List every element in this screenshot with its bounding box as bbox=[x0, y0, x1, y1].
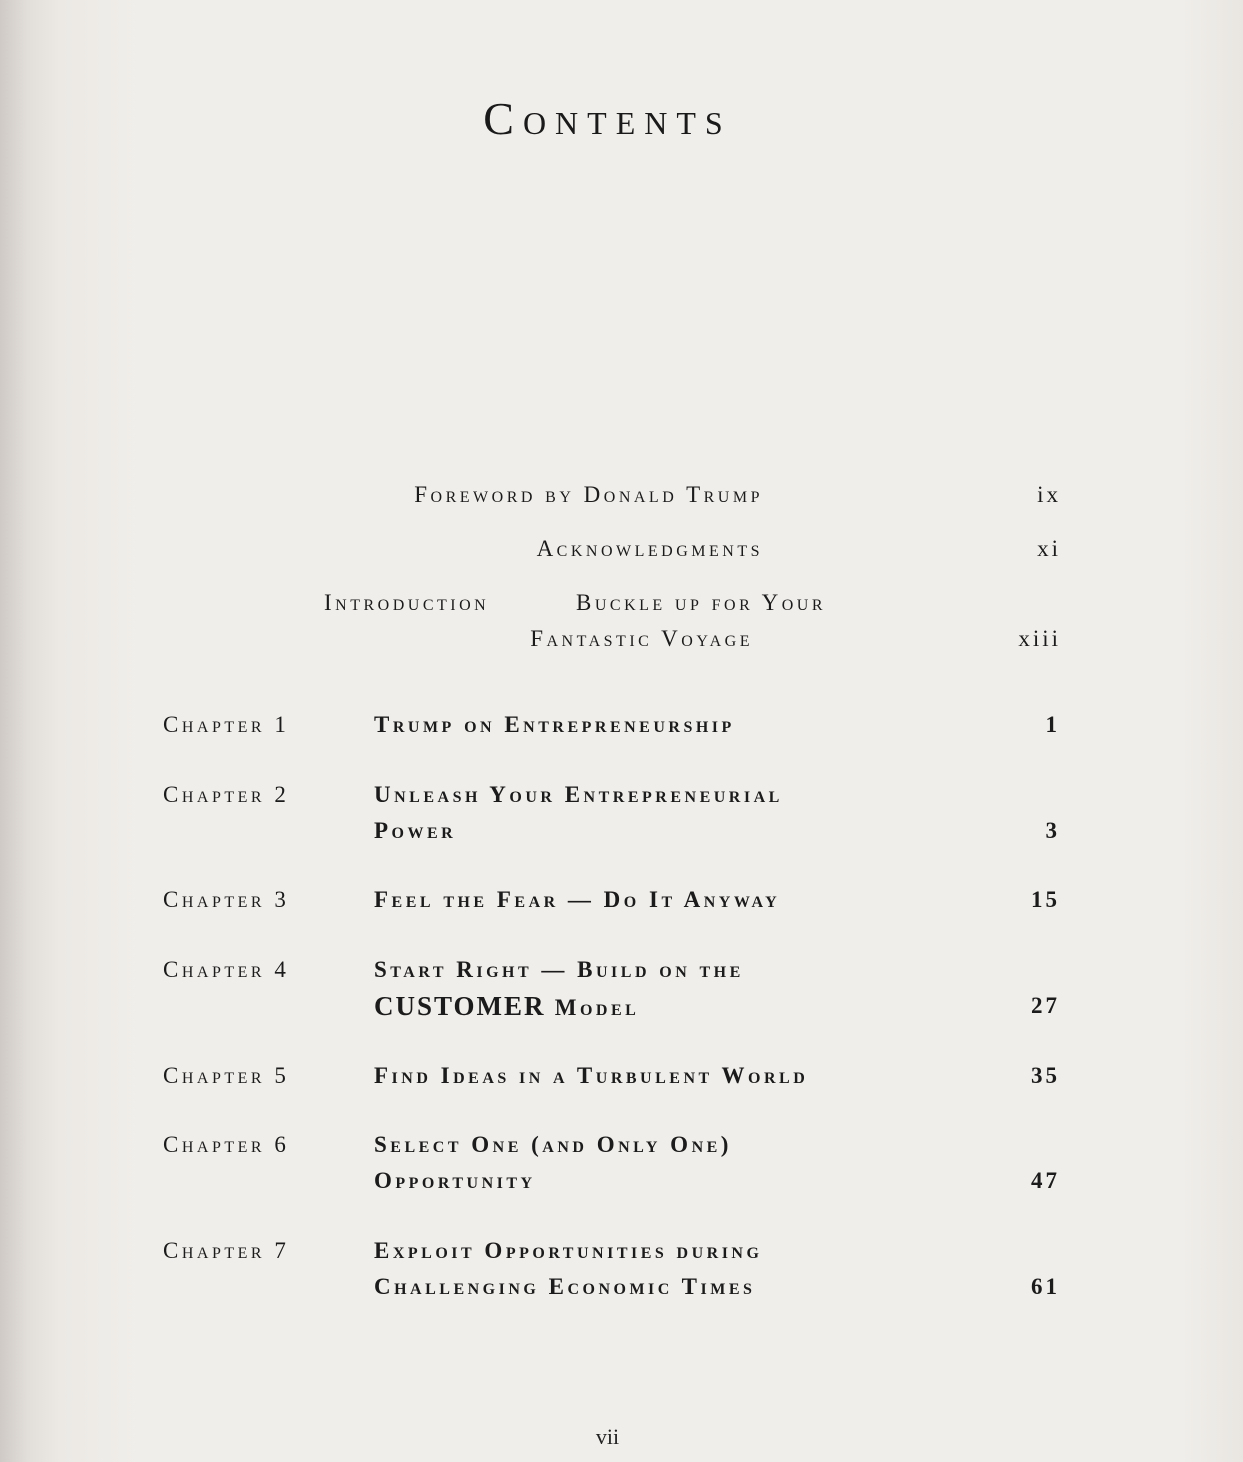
chapter-title-line1: Unleash Your Entrepreneurial bbox=[374, 782, 783, 807]
page-title: Contents bbox=[483, 93, 732, 144]
page-number: vii bbox=[595, 1424, 620, 1449]
chapter-title-line2: Model bbox=[545, 995, 640, 1020]
chapter-title-strong: CUSTOMER bbox=[374, 991, 546, 1021]
chapter-label: Chapter 5 bbox=[163, 1063, 290, 1088]
chapter-label: Chapter 6 bbox=[163, 1132, 290, 1157]
toc-page-foreword: ix bbox=[1037, 482, 1061, 507]
chapter-title-line2: Challenging Economic Times bbox=[374, 1274, 756, 1299]
toc-page-introduction: xiii bbox=[1018, 626, 1061, 651]
chapter-title-line2: Power bbox=[374, 818, 457, 843]
toc-entry-introduction-title-line2: Fantastic Voyage bbox=[530, 626, 753, 651]
chapter-title bbox=[374, 707, 974, 743]
chapter-title-line1: Select One (and Only One) bbox=[374, 1132, 732, 1157]
toc-page-acknowledgments: xi bbox=[1037, 536, 1061, 561]
chapter-title-line2: Opportunity bbox=[374, 1168, 536, 1193]
chapter-label: Chapter 2 bbox=[163, 782, 290, 807]
toc-entry-introduction-title-line1: Buckle up for Your bbox=[576, 590, 827, 615]
chapter-title bbox=[374, 777, 974, 849]
chapter-title-line1: Exploit Opportunities during bbox=[374, 1238, 763, 1263]
chapter-label: Chapter 4 bbox=[163, 957, 290, 982]
chapter-label: Chapter 7 bbox=[163, 1238, 290, 1263]
chapter-label: Chapter 1 bbox=[163, 712, 290, 737]
chapter-title bbox=[374, 952, 974, 1026]
chapter-title bbox=[374, 1233, 974, 1305]
chapter-page: 61 bbox=[1031, 1274, 1060, 1299]
chapter-page: 3 bbox=[1045, 818, 1060, 843]
chapter-page: 15 bbox=[1031, 887, 1060, 912]
chapter-title bbox=[374, 1058, 974, 1094]
toc-entry-acknowledgments: Acknowledgments bbox=[536, 536, 763, 561]
chapter-page: 35 bbox=[1031, 1063, 1060, 1088]
chapter-title-line1: Feel the Fear — Do It Anyway bbox=[374, 887, 781, 912]
chapter-title-line1: Trump on Entrepreneurship bbox=[374, 712, 735, 737]
chapter-title bbox=[374, 882, 974, 918]
chapter-title bbox=[374, 1127, 974, 1199]
chapter-label: Chapter 3 bbox=[163, 887, 290, 912]
toc-entry-introduction bbox=[324, 585, 827, 621]
chapter-title-line1: Find Ideas in a Turbulent World bbox=[374, 1063, 809, 1088]
chapter-page: 47 bbox=[1031, 1168, 1060, 1193]
toc-entry-introduction-label: Introduction bbox=[324, 590, 490, 615]
toc-entry-foreword: Foreword by Donald Trump bbox=[414, 482, 763, 507]
chapter-page: 1 bbox=[1045, 712, 1060, 737]
chapter-title-line1: Start Right — Build on the bbox=[374, 957, 744, 982]
chapter-page: 27 bbox=[1031, 993, 1060, 1018]
